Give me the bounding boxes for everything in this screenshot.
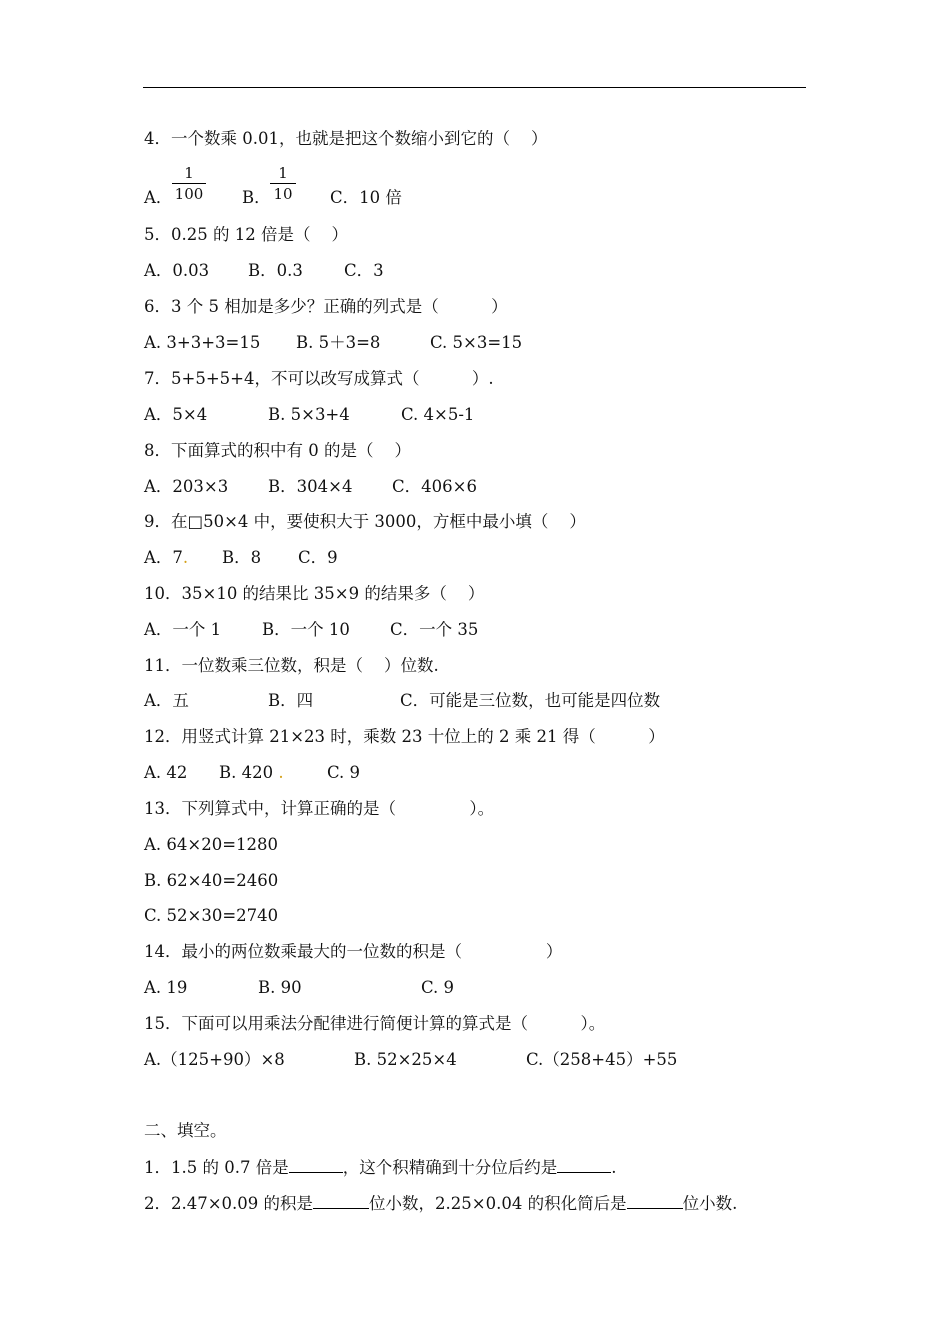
fill-question-2 [144, 1192, 737, 1215]
q4-option-c: C．10 倍 [330, 188, 402, 207]
fraction-bar [270, 183, 296, 184]
section-title-fill-in: 二、填空。 [144, 1121, 227, 1140]
q12-option-a: A. 42 [144, 763, 188, 782]
q12-option-c: C. 9 [327, 763, 361, 782]
q5-option-a: A．0.03 [144, 261, 210, 280]
q14-option-b: B. 90 [258, 978, 302, 997]
q4-option-a-fraction [172, 164, 206, 203]
answer-blank-2[interactable] [557, 1156, 611, 1173]
fill-q1-part1: 1．1.5 的 0.7 倍是 [144, 1158, 289, 1177]
fill-q2-part3: 位小数. [682, 1194, 738, 1213]
fill-q1-part3: . [611, 1158, 617, 1177]
q8-option-b: B．304×4 [268, 477, 353, 496]
q7-option-c: C. 4×5-1 [401, 405, 475, 424]
q10-option-b: B．一个 10 [262, 620, 350, 639]
question-14: 14．最小的两位数乘最大的一位数的积是（ ） [144, 942, 563, 961]
q10-option-c: C．一个 35 [390, 620, 479, 639]
q14-option-c: C. 9 [421, 978, 455, 997]
q4-option-a-label: A． [144, 188, 173, 207]
q4-option-b-label: B． [242, 188, 271, 207]
q15-option-a: A.（125+90）×8 [144, 1050, 285, 1069]
q6-option-c: C. 5×3=15 [430, 333, 523, 352]
yellow-dot-mark: . [182, 548, 189, 567]
fraction-numerator: 1 [278, 164, 288, 182]
q7-option-b: B. 5×3+4 [268, 405, 350, 424]
fill-q1-part2: ，这个积精确到十分位后约是 [342, 1158, 558, 1177]
question-4: 4．一个数乘 0.01，也就是把这个数缩小到它的（ ） [144, 129, 548, 148]
question-7: 7．5+5+5+4，不可以改写成算式（ ）. [144, 369, 494, 388]
question-8: 8．下面算式的积中有 0 的是（ ） [144, 441, 411, 460]
fill-q2-part2: 位小数，2.25×0.04 的积化简后是 [369, 1194, 627, 1213]
q9-option-a [144, 547, 188, 569]
question-5: 5．0.25 的 12 倍是（ ） [144, 225, 348, 244]
question-12: 12．用竖式计算 21×23 时，乘数 23 十位上的 2 乘 21 得（ ） [144, 727, 665, 746]
q7-option-a: A．5×4 [144, 405, 208, 424]
question-11: 11．一位数乘三位数，积是（ ）位数. [144, 656, 439, 675]
q13-option-c: C. 52×30=2740 [144, 906, 279, 925]
q4-option-b-fraction [270, 164, 296, 203]
q11-option-a: A．五 [144, 691, 189, 710]
fraction-denominator: 100 [174, 185, 204, 203]
q13-option-a: A. 64×20=1280 [144, 835, 279, 854]
header-rule [143, 87, 806, 88]
answer-blank-4[interactable] [627, 1192, 683, 1209]
yellow-dot-mark: . [273, 763, 284, 782]
question-9: 9．在□50×4 中，要使积大于 3000，方框中最小填（ ） [144, 512, 586, 531]
q14-option-a: A. 19 [144, 978, 188, 997]
q9-option-b: B．8 [222, 548, 262, 567]
fraction-numerator: 1 [184, 164, 194, 182]
q8-option-c: C．406×6 [392, 477, 477, 496]
q6-option-b: B. 5＋3=8 [296, 333, 381, 352]
question-6: 6．3 个 5 相加是多少？正确的列式是（ ） [144, 297, 508, 316]
fill-q2-part1: 2．2.47×0.09 的积是 [144, 1194, 314, 1213]
q5-option-c: C．3 [344, 261, 384, 280]
fraction-denominator: 10 [273, 185, 293, 203]
q9-option-a-text: A．7 [144, 548, 183, 567]
q12-option-b-text: B. 420 [219, 763, 274, 782]
answer-blank-3[interactable] [313, 1192, 369, 1209]
q5-option-b: B．0.3 [248, 261, 303, 280]
q8-option-a: A．203×3 [144, 477, 229, 496]
q15-option-b: B. 52×25×4 [354, 1050, 457, 1069]
question-10: 10．35×10 的结果比 35×9 的结果多（ ） [144, 584, 485, 603]
answer-blank-1[interactable] [289, 1156, 343, 1173]
q11-option-c: C．可能是三位数，也可能是四位数 [400, 691, 661, 710]
q12-option-b [219, 762, 284, 784]
question-15: 15．下面可以用乘法分配律进行简便计算的算式是（ ）。 [144, 1014, 606, 1033]
q6-option-a: A. 3+3+3=15 [144, 333, 261, 352]
fill-question-1 [144, 1156, 616, 1179]
question-13: 13．下列算式中，计算正确的是（ ）。 [144, 799, 495, 818]
q15-option-c: C.（258+45）+55 [526, 1050, 678, 1069]
q9-option-c: C．9 [298, 548, 338, 567]
q11-option-b: B．四 [268, 691, 314, 710]
fraction-bar [172, 183, 206, 184]
q13-option-b: B. 62×40=2460 [144, 871, 279, 890]
q10-option-a: A．一个 1 [144, 620, 222, 639]
